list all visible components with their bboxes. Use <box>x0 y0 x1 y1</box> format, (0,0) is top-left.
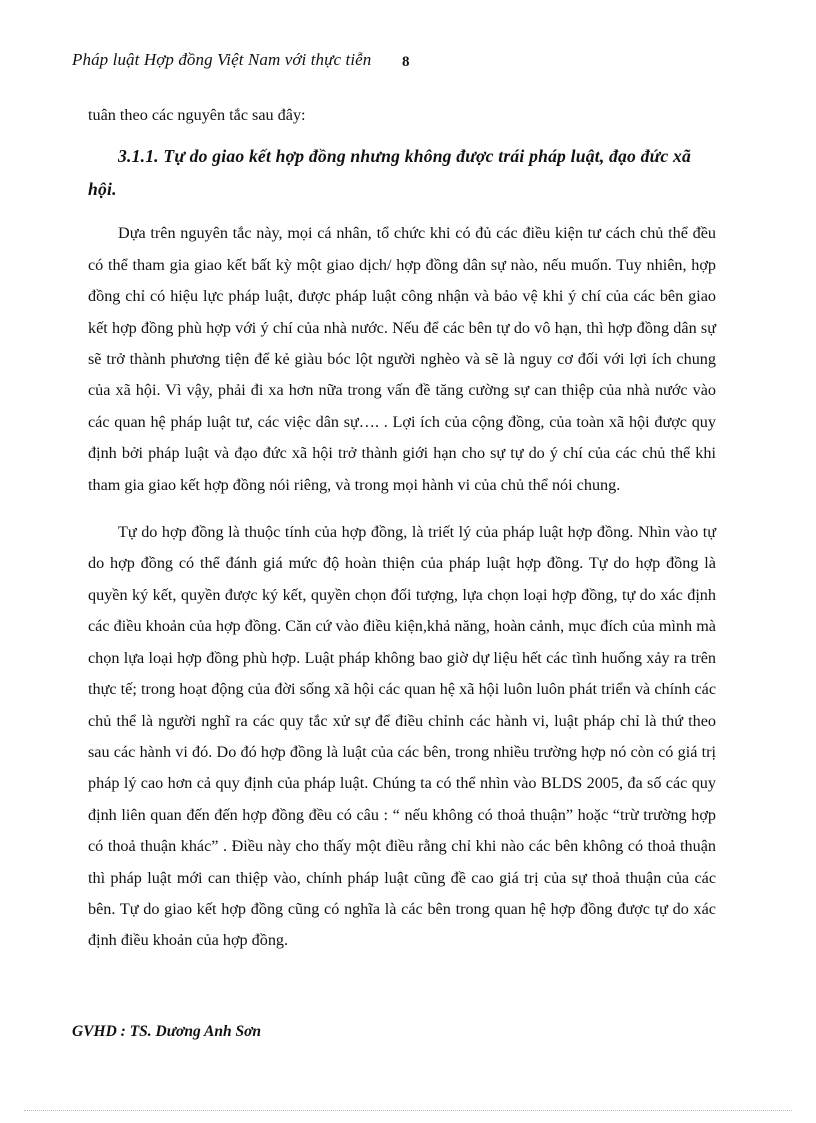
page-bottom-divider <box>24 1110 792 1111</box>
page-number: 8 <box>402 54 410 70</box>
page-body <box>88 100 716 957</box>
intro-line: tuân theo các nguyên tắc sau đây: <box>88 106 306 124</box>
page-header <box>72 50 532 78</box>
advisor-footer: GVHD : TS. Dương Anh Sơn <box>72 1023 262 1040</box>
section-heading: 3.1.1. Tự do giao kết hợp đồng nhưng không được trái pháp luật, đạo đức xã hội. <box>88 146 691 200</box>
document-title: Pháp luật Hợp đồng Việt Nam với thực tiễn <box>72 50 372 69</box>
paragraph-1: Dựa trên nguyên tắc này, mọi cá nhân, tổ chức khi có đủ các điều kiện tư cách chủ thể đều có thể tham gia giao kết bất kỳ một giao dịch/ hợp đồng dân sự nào, nếu muốn. Tuy nhiên, hợp đồng chỉ có hiệu lực pháp luật, được pháp luật công nhận và bảo vệ khi ý chí của các bên giao kết hợp đồng phù hợp với ý chí của nhà nước. Nếu để các bên tự do vô hạn, thì hợp đồng dân sự sẽ trở thành phương tiện để kẻ giàu bóc lột người nghèo và sẽ là nguy cơ đối với lợi ích chung của xã hội. Vì vậy, phải đi xa hơn nữa trong vấn đề tăng cường sự can thiệp của nhà nước vào các quan hệ pháp luật tư, các việc dân sự…. . Lợi ích của cộng đồng, của toàn xã hội được quy định bởi pháp luật và đạo đức xã hội trở thành giới hạn cho sự tự do ý chí của các chủ thể khi tham gia giao kết hợp đồng nói riêng, và trong mọi hành vi của chủ thể nói chung. <box>88 224 716 494</box>
paragraph-2: Tự do hợp đồng là thuộc tính của hợp đồng, là triết lý của pháp luật hợp đồng. Nhìn vào tự do hợp đồng có thể đánh giá mức độ hoàn thiện của pháp luật hợp đồng. Tự do hợp đồng là quyền ký kết, quyền được ký kết, quyền chọn đối tượng, lựa chọn loại hợp đồng, tự do xác định các điều khoản của hợp đồng. Căn cứ vào điều kiện,khả năng, hoàn cảnh, mục đích của mình mà chọn lựa loại hợp đồng phù hợp. Luật pháp không bao giờ dự liệu hết các tình huống xảy ra trên thực tế; trong hoạt động của đời sống xã hội các quan hệ xã hội luôn luôn phát triển và chính các chủ thể là người nghĩ ra các quy tắc xử sự để điều chỉnh các hành vi, luật pháp chỉ là thứ theo sau các hành vi đó. Do đó hợp đồng là luật của các bên, trong nhiều trường hợp nó còn có giá trị pháp lý cao hơn cả quy định của pháp luật. Chúng ta có thể nhìn vào BLDS 2005, đa số các quy định liên quan đến đến hợp đồng đều có câu : “ nếu không có thoả thuận” hoặc “trừ trường hợp có thoả thuận khác” . Điều này cho thấy một điều rằng chỉ khi nào các bên không có thoả thuận thì pháp luật mới can thiệp vào, chính pháp luật cũng đề cao giá trị của sự thoả thuận của các bên. Tự do giao kết hợp đồng cũng có nghĩa là các bên trong quan hệ hợp đồng được tự do xác định điều khoản của hợp đồng. <box>88 523 716 950</box>
